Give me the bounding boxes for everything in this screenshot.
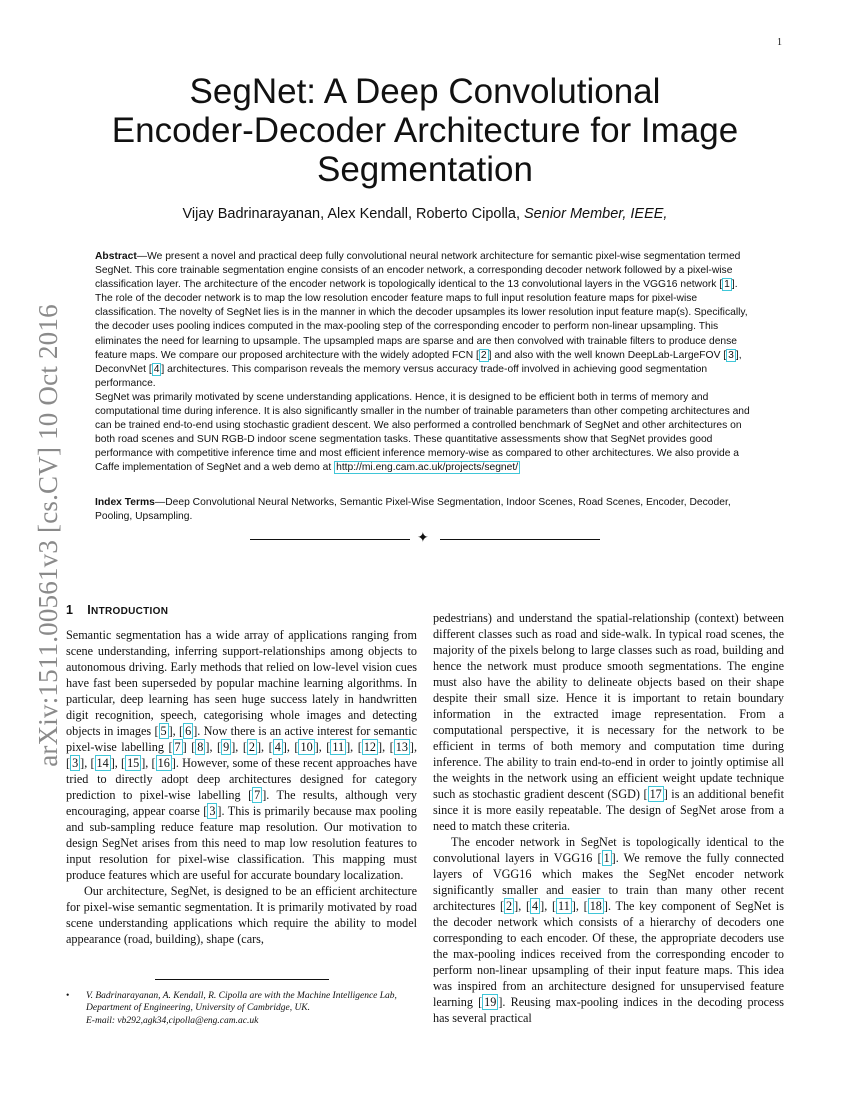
body-text: . The key component of SegNet is the decoder network which consists of a hierarchy of decoders one corresponding to each encoder. Of these, the appropriate decoders use the max-pooling indices received from the corresponding encoder to perform non-linear upsampling of their input feature maps. This idea was inspired from an architecture designed for unsupervised feature learning <box>433 899 785 1009</box>
body-text: . This is primarily because max pooling and sub-sampling reduce feature map resolution. Our motivation to design SegNet arises from this need to map low resolution features to input resolution for pixel-wise classification. This mapping must produce features which are useful for accurate boundary localization. <box>66 804 417 882</box>
body-text: The encoder network in SegNet is topologically identical to the convolutional layers in VGG16 <box>433 835 784 865</box>
citation-link[interactable]: 5 <box>160 724 167 738</box>
abstract-paragraph-1: Abstract—We present a novel and practical deep fully convolutional neural network architecture for semantic pixel-wise segmentation termed SegNet. This core trainable segmentation engine consists of an encoder network, a corresponding decoder network followed by a pixel-wise classification layer. The architecture of the encoder network is topologically identical to the 13 convolutional layers in the VGG16 network [ 1 ]. The role of the decoder network is to map the low resolution encoder feature maps to full input resolution feature maps for pixel-wise classification. The novelty of SegNet lies is in the manner in which the decoder upsamples its lower resolution input feature map(s). Specifically, the decoder uses pooling indices computed in the max-pooling step of the corresponding encoder to perform non-linear upsampling. This eliminates the need for learning to upsample. The upsampled maps are sparse and are then convolved with trainable filters to produce dense feature maps. We compare our proposed architecture with the widely adopted FCN [ 2 ] and also with the well known DeepLab-LargeFOV [ 3 ], DeconvNet [ 4 ] architectures. This comparison reveals the memory versus accuracy trade-off involved in achieving good segmentation performance. <box>95 251 748 389</box>
citation-link[interactable]: 7 <box>174 740 181 754</box>
title-line-3: Segmentation <box>317 150 533 189</box>
footnote-rule <box>155 979 329 980</box>
citation-link[interactable]: 15 <box>127 756 140 770</box>
body-text: Semantic segmentation has a wide array of applications ranging from scene understanding, inferring support-relationships among objects to autonomous driving. Early methods that relied on low-level vision cues have fast been superseded by popular machine learning algorithms. In particular, deep learning has seen huge success lately in handwritten digit recognition, speech, categorising whole images and detecting objects in images <box>66 628 417 738</box>
author-list <box>100 206 750 222</box>
intro-paragraph-4: The encoder network in SegNet is topologically identical to the convolutional layers in VGG16 [ 1 ]. We remove the fully connected layers of VGG16 which makes the SegNet encoder network significantly smaller and easier to train than many other recent architectures [ 2 ], [ 4 ], [ 11 ], [ 18 ]. The key component of SegNet is the decoder network which consists of a hierarchy of decoders one corresponding to each encoder. Of these, the appropriate decoders use the max-pooling indices received from the corresponding encoder to perform non-linear upsampling of their input feature maps. This idea was inspired from an architecture designed for unsupervised feature learning [ 19 ]. Reusing max-pooling indices in the decoding process has several practical <box>433 835 785 1025</box>
citation-link[interactable]: 11 <box>332 740 345 754</box>
citation-link[interactable]: 17 <box>649 787 662 801</box>
citation-link[interactable]: 4 <box>532 899 539 913</box>
footnote <box>66 990 417 1027</box>
citation-link[interactable]: 4 <box>153 363 160 375</box>
body-text: . The results, although very encouraging, appear coarse <box>66 788 417 818</box>
citation-link[interactable]: 1 <box>603 851 610 865</box>
divider-line-right <box>440 539 600 540</box>
abstract <box>95 250 757 476</box>
index-terms <box>95 496 757 524</box>
section-divider <box>250 531 600 549</box>
title-line-1: SegNet: A Deep Convolutional <box>189 72 661 111</box>
body-text: is an additional benefit since it is more easily repeatable. The design of SegNet arose from a need to match these criteria. <box>433 787 784 833</box>
citation-link[interactable]: 19 <box>484 995 497 1009</box>
citation-link[interactable]: 9 <box>223 740 230 754</box>
body-text: . Reusing max-pooling indices in the decoding process has several practical <box>433 995 784 1025</box>
abstract-text: SegNet was primarily motivated by scene understanding applications. Hence, it is designed to be efficient both in terms of memory and computational time during inference. It is also significantly smaller in the number of trainable parameters than other competing architectures and can be trained end-to-end using stochastic gradient descent. We also performed a controlled benchmark of SegNet and other architectures on both road scenes and SUN RGB-D indoor scene segmentation tasks. These quantitative assessments show that SegNet provides good performance with competitive inference time and most efficient inference memory-wise as compared to other architectures. We also provide a Caffe implementation of SegNet and a web demo at <box>95 391 750 474</box>
arxiv-identifier-text: arXiv:1511.00561v3 [cs.CV] 10 Oct 2016 <box>32 303 63 767</box>
citation-link[interactable]: 6 <box>185 724 192 738</box>
citation-link[interactable]: 13 <box>395 740 408 754</box>
paper-title <box>100 72 750 189</box>
citation-link[interactable]: 2 <box>506 899 513 913</box>
citation-link[interactable]: 7 <box>254 788 261 802</box>
citation-link[interactable]: 4 <box>274 740 281 754</box>
body-text: . We remove the fully connected layers of VGG16 which makes the SegNet encoder network significantly smaller and easier to train than many other recent architectures <box>433 851 784 913</box>
author-role: Senior Member, IEEE, <box>524 206 668 222</box>
section-title-initial: I <box>87 603 92 617</box>
citation-link[interactable]: 11 <box>558 899 570 913</box>
arxiv-identifier-stamp <box>33 290 63 780</box>
intro-paragraph-3: pedestrians) and understand the spatial-relationship (context) between different classes such as road and side-walk. In typical road scenes, the majority of the pixels belong to large classes such as road, building and hence the network must produce smooth segmentations. The engine must also have the ability to delineate objects based on their shape despite their small size. Hence it is important to retain boundary information in the extracted image representation. From a computational perspective, it is necessary for the network to be efficient in terms of both memory and computation time during inference. The ability to train end-to-end in order to jointly optimise all the weights in the network using an efficient weight update technique such as stochastic gradient descent (SGD) [ 17 ] is an additional benefit since it is more easily repeatable. The design of SegNet arose from a need to match these criteria. <box>433 611 784 833</box>
abstract-paragraph-2 <box>95 391 757 476</box>
abstract-text: . The role of the decoder network is to map the low resolution encoder feature maps to full input resolution feature maps for pixel-wise classification. The novelty of SegNet lies is in the manner in which the decoder upsamples its lower resolution input feature map(s). Specifically, the decoder uses pooling indices computed in the max-pooling step of the corresponding encoder to perform non-linear upsampling. This eliminates the need for learning to upsample. The upsampled maps are sparse and are then convolved with trainable filters to produce dense feature maps. We compare our proposed architecture with the widely adopted FCN <box>95 279 748 361</box>
title-line-2: Encoder-Decoder Architecture for Image <box>111 111 739 150</box>
intro-paragraph-2: Our architecture, SegNet, is designed to be an efficient architecture for pixel-wise semantic segmentation. It is primarily motivated by road scene understanding applications which require the ability to model appearance (road, building), shape (cars, <box>66 884 417 946</box>
index-terms-text: —Deep Convolutional Neural Networks, Semantic Pixel-Wise Segmentation, Indoor Scenes, Road Scenes, Encoder, Decoder, Pooling, Upsampling. <box>95 497 731 523</box>
section-number: 1 <box>66 603 74 617</box>
author-names: Vijay Badrinarayanan, Alex Kendall, Roberto Cipolla, <box>182 206 520 222</box>
section-heading-introduction <box>66 603 168 617</box>
page-number: 1 <box>777 37 782 48</box>
citation-link[interactable]: 3 <box>72 756 79 770</box>
abstract-text: and also with the well known DeepLab-LargeFOV <box>491 349 724 361</box>
divider-line-left <box>250 539 410 540</box>
footnote-affiliation: V. Badrinarayanan, A. Kendall, R. Cipolla are with the Machine Intelligence Lab, Department of Engineering, University of Cambridge, UK. <box>86 991 397 1014</box>
citation-link[interactable]: 18 <box>589 899 602 913</box>
citation-link[interactable]: 2 <box>248 740 255 754</box>
index-terms-label: Index Terms <box>95 497 155 508</box>
body-text: pedestrians) and understand the spatial-relationship (context) between different classes such as road and side-walk. In typical road scenes, the majority of the pixels belong to large classes such as road, building and hence the network must produce smooth segmentations. The engine must also have the ability to delineate objects based on their shape despite their small size. Hence it is important to retain boundary information in the extracted image representation. From a computational perspective, it is necessary for the network to be efficient in terms of both memory and computation time during inference. The ability to train end-to-end in order to jointly optimise all the weights in the network using an efficient weight update technique such as stochastic gradient descent (SGD) <box>433 611 784 801</box>
citation-link[interactable]: 2 <box>480 349 487 361</box>
footnote-text <box>86 990 417 1027</box>
left-column <box>66 627 417 947</box>
right-column <box>433 610 784 1026</box>
intro-paragraph-1: Semantic segmentation has a wide array of applications ranging from scene understanding, inferring support-relationships among objects to autonomous driving. Early methods that relied on low-level vision cues have fast been superseded by popular machine learning algorithms. In particular, deep learning has seen huge success lately in handwritten digit recognition, speech, categorising whole images and detecting objects in images [ 5 ], [ 6 ]. Now there is an active interest for semantic pixel-wise labelling [ 7 ] [ 8 ], [ 9 ], [ 2 ], [ 4 ], [ 10 ], [ 11 ], [ 12 ], [ 13 ], [ 3 ], [ 14 ], [ 15 ], [ 16 ]. However, some of these recent approaches have tried to directly adopt deep architectures designed for category prediction to pixel-wise labelling [ 7 ]. The results, although very encouraging, appear coarse [ 3 ]. This is primarily because max pooling and sub-sampling reduce feature map resolution. Our motivation to design SegNet arises from this need to map low resolution features to input resolution for pixel-wise classification. This mapping must produce features which are useful for accurate boundary localization. <box>66 628 418 882</box>
divider-diamond-icon: ✦ <box>417 531 429 546</box>
body-text: . Now there is an active interest for semantic pixel-wise labelling <box>66 724 417 754</box>
footnote-email: E-mail: vb292,agk34,cipolla@eng.cam.ac.uk <box>86 1015 259 1026</box>
body-text: . However, some of these recent approaches have tried to directly adopt deep architectures designed for category prediction to pixel-wise labelling <box>66 756 417 802</box>
project-url-link[interactable]: http://mi.eng.cam.ac.uk/projects/segnet/ <box>336 462 519 474</box>
abstract-label: Abstract <box>95 251 137 262</box>
abstract-text: architectures. This comparison reveals the memory versus accuracy trade-off involved in achieving good segmentation performance. <box>95 363 708 389</box>
citation-link[interactable]: 3 <box>728 349 734 361</box>
citation-link[interactable]: 8 <box>197 740 204 754</box>
citation-link[interactable]: 16 <box>157 756 170 770</box>
citation-link[interactable]: 12 <box>363 740 377 754</box>
abstract-text: , DeconvNet <box>95 349 742 375</box>
citation-link[interactable]: 10 <box>300 740 313 754</box>
citation-link[interactable]: 14 <box>96 756 109 770</box>
citation-link[interactable]: 1 <box>724 279 730 291</box>
section-title-rest: NTRODUCTION <box>91 606 169 617</box>
abstract-text: —We present a novel and practical deep fully convolutional neural network architecture for semantic pixel-wise segmentation termed SegNet. This core trainable segmentation engine consists of an encoder network, a corresponding decoder network followed by a pixel-wise classification layer. The architecture of the encoder network is topologically identical to the 13 convolutional layers in the VGG16 network <box>95 251 741 291</box>
citation-link[interactable]: 3 <box>209 804 216 818</box>
footnote-bullet: • <box>66 991 70 1001</box>
